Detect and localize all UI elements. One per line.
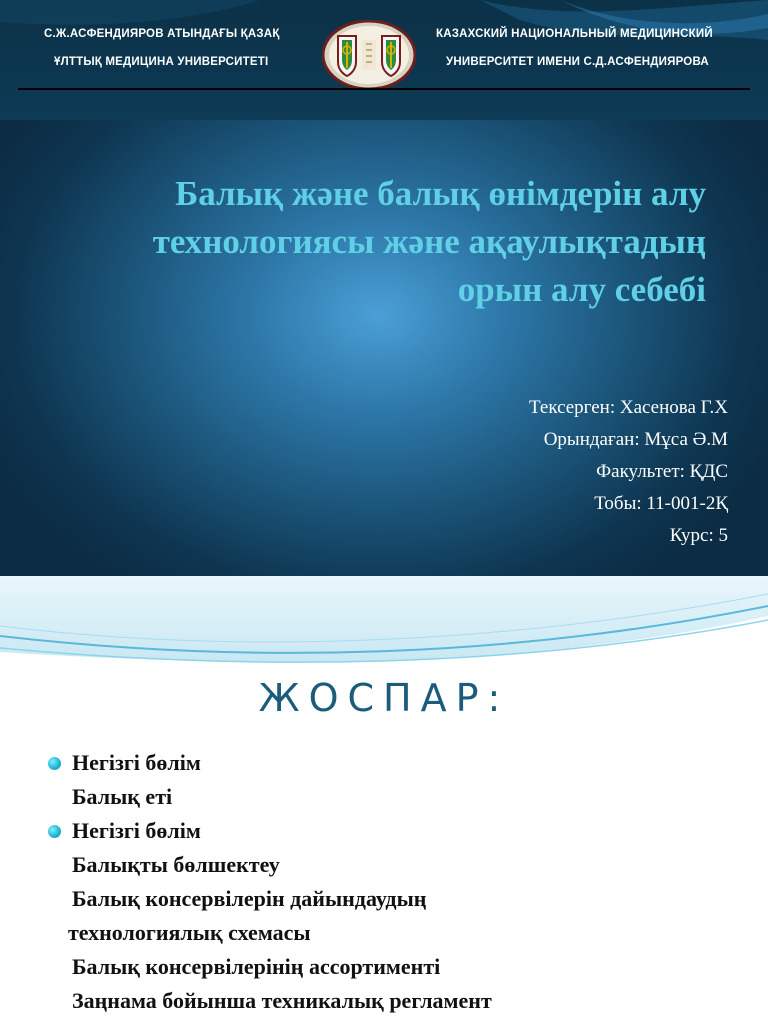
info-group: Тобы: 11-001-2Қ [594, 493, 728, 514]
info-author: Орындаған: Мұса Ә.М [543, 429, 728, 450]
list-item: Заңнама бойынша техникалық регламент [72, 988, 492, 1013]
list-item: Негізгі бөлім [48, 814, 748, 848]
university-logo-icon [322, 20, 416, 90]
top-wave-decoration [0, 576, 768, 676]
presentation-title [66, 170, 706, 314]
info-course: Курс: 5 [669, 525, 728, 546]
rus-university-name-line1: КАЗАХСКИЙ НАЦИОНАЛЬНЫЙ МЕДИЦИНСКИЙ [436, 28, 713, 40]
title-line-1: Балық және балық өнімдерін алу [175, 174, 706, 213]
plan-title: ЖОСПАР: [258, 676, 510, 720]
kaz-university-name-line1: С.Ж.АСФЕНДИЯРОВ АТЫНДАҒЫ ҚАЗАҚ [44, 28, 280, 40]
list-item: технологиялық схемасы [68, 920, 311, 945]
list-item: Балық еті [72, 784, 173, 809]
info-reviewer: Тексерген: Хасенова Г.Х [529, 397, 728, 418]
list-item: Балық консервілерінің ассортименті [72, 954, 441, 979]
list-item: Балықты бөлшектеу [72, 852, 280, 877]
author-info-block [529, 392, 728, 552]
plan-list [48, 746, 748, 1018]
kaz-university-name-line2: ҰЛТТЫҚ МЕДИЦИНА УНИВЕРСИТЕТІ [54, 56, 269, 68]
title-line-3: орын алу себебі [457, 270, 706, 309]
plan-slide [0, 576, 768, 1024]
title-line-2: технологиясы және ақаулықтадың [152, 222, 706, 261]
header-divider [18, 88, 750, 90]
list-item: Негізгі бөлім [48, 746, 748, 780]
rus-university-name-line2: УНИВЕРСИТЕТ ИМЕНИ С.Д.АСФЕНДИЯРОВА [446, 56, 709, 68]
info-faculty: Факультет: ҚДС [596, 461, 728, 482]
list-item: Балық консервілерін дайындаудың [72, 886, 427, 911]
